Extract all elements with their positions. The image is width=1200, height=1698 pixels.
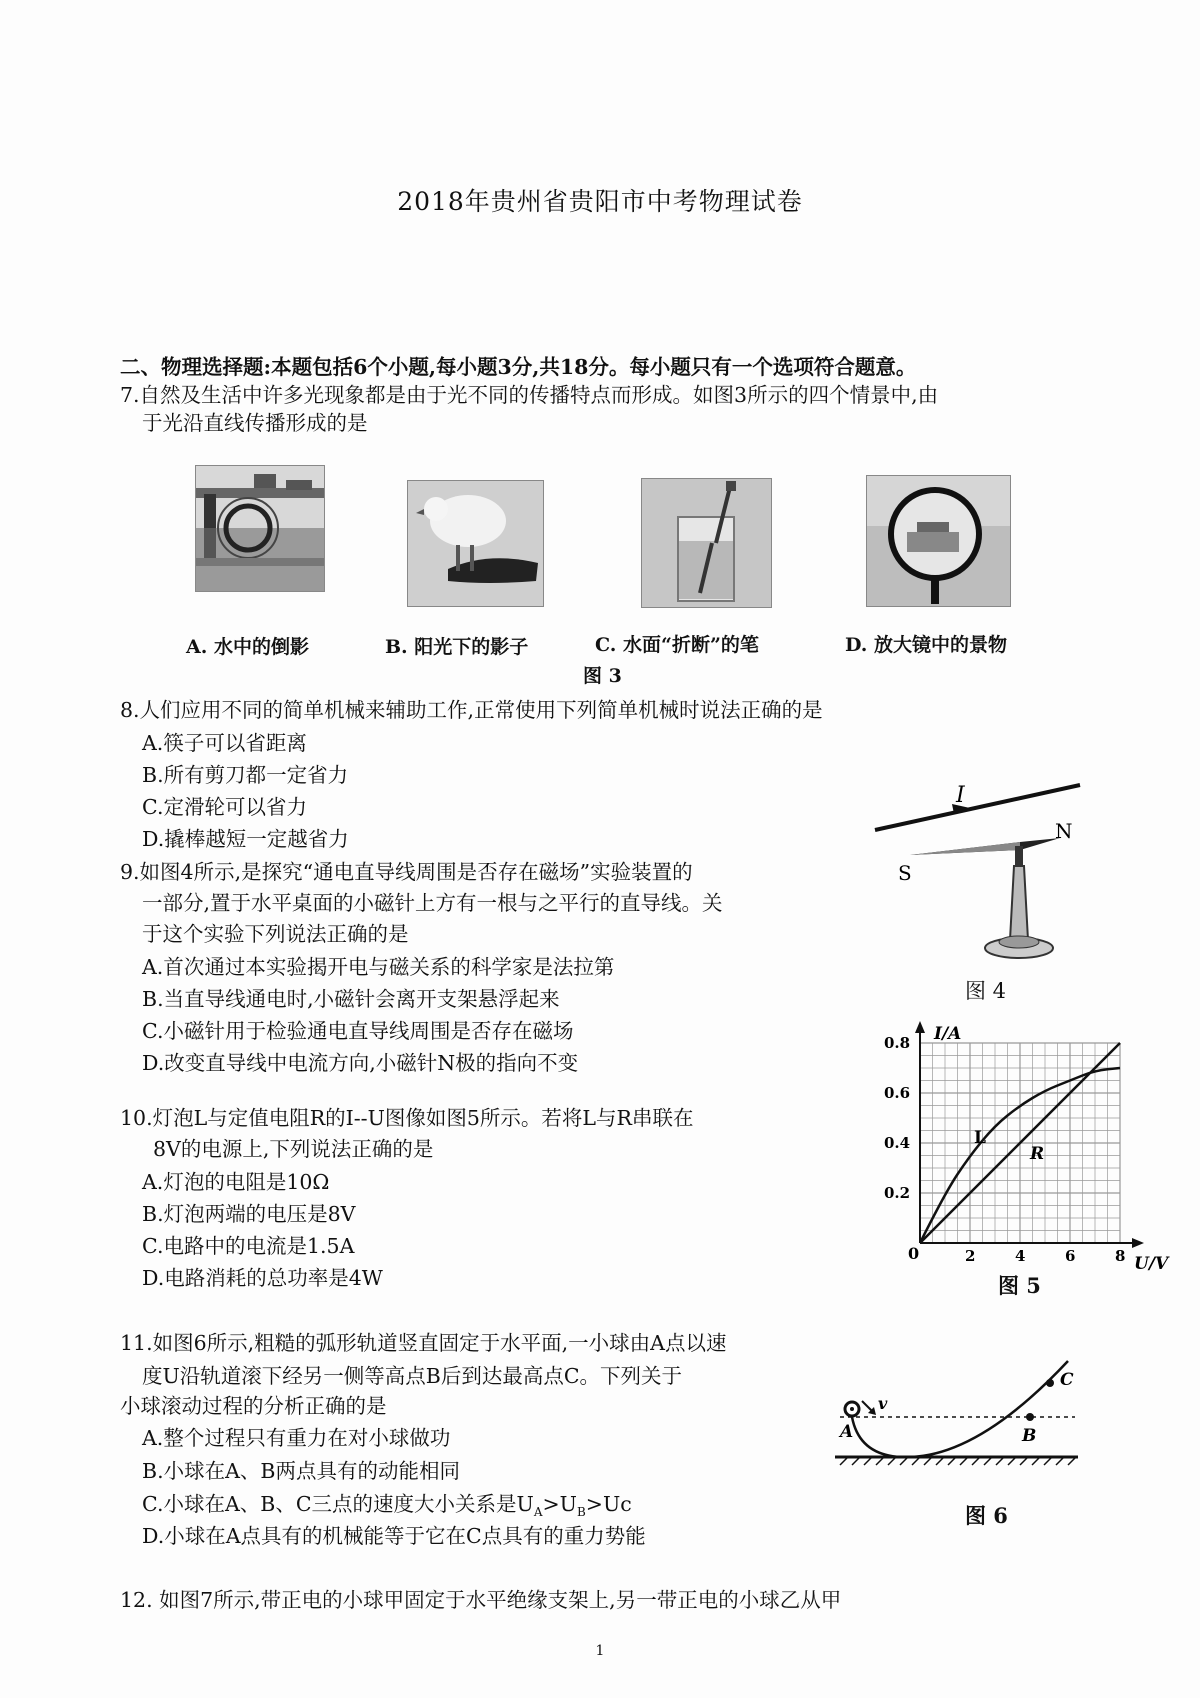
- figure-3-label: 图 3: [583, 665, 622, 687]
- q12-stem-line1: 12. 如图7所示,带正电的小球甲固定于水平绝缘支架上,另一带正电的小球乙从甲: [120, 1588, 842, 1612]
- pen-in-water-illustration: [642, 479, 771, 607]
- q11-stem-line3: 小球滚动过程的分析正确的是: [120, 1394, 387, 1418]
- q7-caption-b: B. 阳光下的影子: [385, 636, 529, 658]
- straight-wire: [875, 785, 1080, 830]
- q7-stem-line1: 7.自然及生活中许多光现象都是由于光不同的传播特点而形成。如图3所示的四个情景中,由: [120, 383, 939, 407]
- q9-option-a: A.首次通过本实验揭开电与磁关系的科学家是法拉第: [142, 955, 615, 979]
- point-b: [1026, 1413, 1034, 1421]
- current-label: I: [956, 783, 965, 808]
- y-tick-label: 0.2: [884, 1184, 911, 1202]
- page-number: 1: [595, 1643, 605, 1659]
- q10-stem-line2: 8V的电源上,下列说法正确的是: [153, 1137, 434, 1161]
- north-pole-label: N: [1055, 819, 1073, 843]
- q11-option-c-sub-a: A: [533, 1505, 543, 1520]
- bridge-reflection-illustration: [196, 466, 324, 591]
- x-tick-label: 2: [965, 1247, 976, 1265]
- q10-option-b: B.灯泡两端的电压是8V: [142, 1202, 356, 1226]
- y-tick-label: 0.8: [884, 1034, 911, 1052]
- q11-option-c-sub-b: B: [576, 1505, 586, 1520]
- magnifier-view-illustration: [867, 476, 1010, 606]
- q10-stem-line1: 10.灯泡L与定值电阻R的I--U图像如图5所示。若将L与R串联在: [120, 1106, 694, 1130]
- q9-stem-line1: 9.如图4所示,是探究“通电直导线周围是否存在磁场”实验装置的: [120, 860, 693, 884]
- q7-caption-a: A. 水中的倒影: [186, 636, 309, 658]
- x-axis-label: U/V: [1134, 1254, 1169, 1274]
- q7-stem-line2: 于光沿直线传播形成的是: [142, 411, 368, 435]
- photo-pen-in-water: [641, 478, 772, 608]
- point-c: [1046, 1379, 1054, 1387]
- point-b-label: B: [1022, 1426, 1037, 1446]
- q9-option-d: D.改变直导线中电流方向,小磁针N极的指向不变: [142, 1051, 579, 1075]
- figure-5-label: 图 5: [998, 1273, 1041, 1298]
- q7-caption-d: D. 放大镜中的景物: [845, 634, 1008, 656]
- q8-option-b: B.所有剪刀都一定省力: [142, 763, 349, 787]
- figure-6-label: 图 6: [965, 1503, 1008, 1528]
- page-title: 2018年贵州省贵阳市中考物理试卷: [397, 187, 803, 216]
- q8-option-a: A.筷子可以省距离: [142, 731, 307, 755]
- point-c-label: C: [1060, 1370, 1074, 1390]
- origin-label: 0: [908, 1244, 920, 1263]
- y-tick-label: 0.4: [884, 1134, 911, 1152]
- q9-stem-line2: 一部分,置于水平桌面的小磁针上方有一根与之平行的直导线。关: [142, 891, 723, 915]
- q8-stem: 8.人们应用不同的简单机械来辅助工作,正常使用下列简单机械时说法正确的是: [120, 698, 823, 722]
- q11-stem-line1: 11.如图6所示,粗糙的弧形轨道竖直固定于水平面,一小球由A点以速: [120, 1331, 727, 1355]
- bird-shadow-illustration: [408, 481, 543, 606]
- q9-stem-line3: 于这个实验下列说法正确的是: [142, 922, 409, 946]
- y-axis-label: I/A: [934, 1024, 962, 1044]
- figure-5-iu-chart: [880, 1015, 1180, 1274]
- q9-option-c: C.小磁针用于检验通电直导线周围是否存在磁场: [142, 1019, 574, 1043]
- q11-option-c-u2: U: [559, 1492, 577, 1516]
- point-a-label: A: [840, 1422, 854, 1442]
- q11-option-c-tail: >Uc: [585, 1492, 632, 1516]
- q10-option-c: C.电路中的电流是1.5A: [142, 1234, 355, 1258]
- q10-option-d: D.电路消耗的总功率是4W: [142, 1266, 383, 1290]
- q11-option-c-prefix: C.小球在A、B、C三点的速度大小关系是: [142, 1492, 517, 1516]
- y-tick-labels: [884, 1034, 910, 1202]
- section-header: 二、物理选择题:本题包括6个小题,每小题3分,共18分。每小题只有一个选项符合题意。: [120, 355, 917, 379]
- photo-magnifier-view: [866, 475, 1011, 607]
- photo-bridge-reflection: [195, 465, 325, 592]
- photo-bird-shadow: [407, 480, 544, 607]
- q8-option-d: D.撬棒越短一定越省力: [142, 827, 349, 851]
- q9-option-b: B.当直导线通电时,小磁针会离开支架悬浮起来: [142, 987, 560, 1011]
- needle-stand: [1010, 866, 1028, 940]
- x-axis-arrow-icon: [1132, 1238, 1144, 1248]
- q8-option-c: C.定滑轮可以省力: [142, 795, 307, 819]
- series-label-l: L: [974, 1128, 986, 1148]
- series-label-r: R: [1030, 1144, 1045, 1164]
- y-tick-label: 0.6: [884, 1084, 911, 1102]
- q11-option-c-gt: >: [542, 1492, 560, 1516]
- velocity-label: v: [878, 1394, 888, 1413]
- q11-option-d: D.小球在A点具有的机械能等于它在C点具有的重力势能: [142, 1524, 646, 1548]
- q11-option-c-u: U: [516, 1492, 534, 1516]
- q11-option-a: A.整个过程只有重力在对小球做功: [142, 1426, 451, 1450]
- x-tick-label: 4: [1015, 1247, 1026, 1265]
- x-tick-label: 8: [1115, 1247, 1126, 1265]
- south-pole-label: S: [898, 861, 912, 885]
- x-tick-label: 6: [1065, 1247, 1076, 1265]
- x-tick-labels: [965, 1247, 1125, 1265]
- q11-option-c: [142, 1494, 632, 1518]
- q7-caption-c: C. 水面“折断”的笔: [595, 634, 759, 656]
- figure-4-label: 图 4: [965, 979, 1007, 1003]
- q11-option-b: B.小球在A、B两点具有的动能相同: [142, 1459, 460, 1483]
- q11-stem-line2: 度U沿轨道滚下经另一侧等高点B后到达最高点C。下列关于: [142, 1364, 683, 1388]
- q10-option-a: A.灯泡的电阻是10Ω: [142, 1170, 330, 1194]
- figure-6-track: [830, 1355, 1080, 1480]
- y-axis-arrow-icon: [915, 1021, 925, 1033]
